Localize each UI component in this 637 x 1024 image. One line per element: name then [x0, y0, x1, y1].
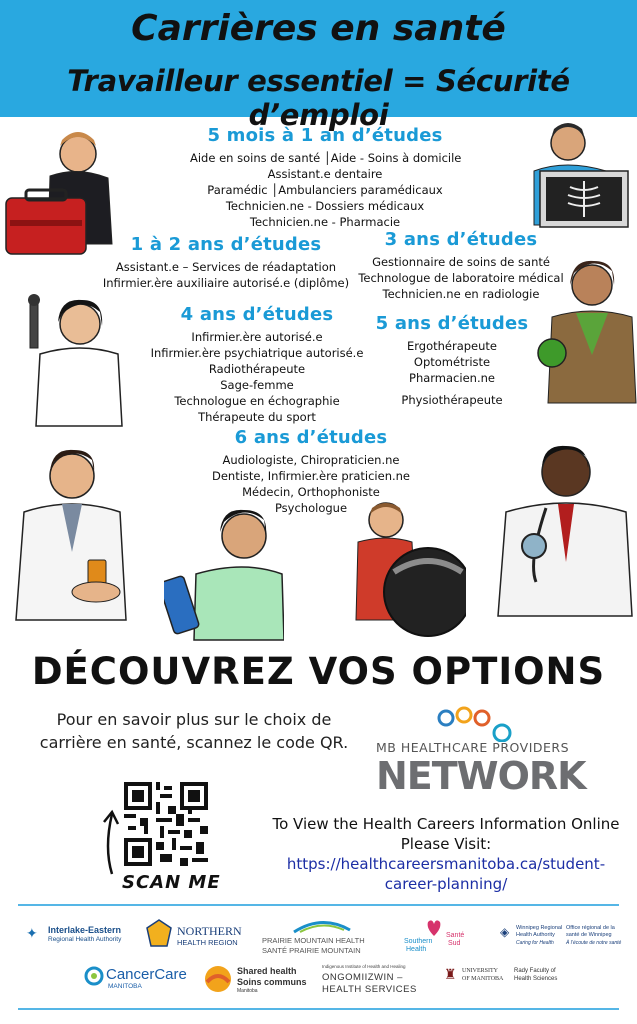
- career-item: Infirmier.ère psychiatrique autorisé.e: [150, 346, 364, 360]
- xray-tech-illustration: [526, 115, 637, 240]
- block-title: 6 ans d’études: [234, 427, 388, 448]
- career-item: Ergothérapeute: [406, 339, 498, 353]
- divider-bottom: [18, 1008, 619, 1010]
- network-name: NETWORK: [376, 754, 586, 798]
- winnipeg-regional-logo: ◈ Winnipeg Regional Health Authority Caring for Health Office régional de la santé de Winnipeg À l’écoute de notre santé: [500, 925, 622, 946]
- mountain-swoosh-icon: [292, 918, 352, 934]
- nurse-illustration: [164, 502, 284, 642]
- career-item: Audiologiste, Chiropraticien.ne: [222, 453, 400, 467]
- block-5-months: [190, 125, 460, 230]
- doctor-stethoscope-illustration: [488, 432, 637, 618]
- career-item: Gestionnaire de soins de santé: [372, 255, 550, 269]
- visit-text: To View the Health Careers Information Online Please Visit:: [272, 815, 620, 853]
- block-title: 5 ans d’études: [375, 313, 529, 334]
- visit-info: [266, 814, 626, 894]
- arrow-up-icon: [100, 808, 122, 878]
- northern-emblem-icon: [145, 918, 173, 948]
- doctor-pills-illustration: [10, 442, 132, 622]
- divider-top: [18, 904, 619, 906]
- career-item: Technologue de laboratoire médical: [358, 271, 564, 285]
- career-item: Paramédic │Ambulanciers paramédicaux: [207, 183, 443, 197]
- scan-me-label: SCAN ME: [122, 872, 221, 893]
- network-circles-icon: [436, 706, 526, 742]
- career-item: Sage-femme: [220, 378, 294, 392]
- southern-health-logo: Southern Santé Health Sud: [400, 918, 480, 954]
- audiologist-illustration: [0, 292, 130, 430]
- block-5-years: [372, 313, 532, 408]
- discover-heading: DÉCOUVREZ VOS OPTIONS: [31, 650, 606, 693]
- page-title: Carrières en santé: [131, 8, 506, 49]
- paramedic-illustration: [0, 124, 120, 272]
- career-item: Psychologue: [274, 501, 348, 515]
- career-item: Optométriste: [413, 355, 491, 369]
- header-banner: [0, 0, 637, 132]
- career-item: Technicien.ne en radiologie: [382, 287, 540, 301]
- uofm-crest-icon: ♜: [444, 966, 457, 982]
- career-item: Médecin, Orthophoniste: [242, 485, 380, 499]
- career-item: Radiothérapeute: [208, 362, 306, 376]
- visit-url-link[interactable]: https://healthcareersmanitoba.ca/student-career-planning/: [286, 855, 606, 893]
- wrha-emblem-icon: ◈: [500, 925, 510, 939]
- block-title: 4 ans d’études: [180, 304, 334, 325]
- career-item: Infirmier.ère autorisé.e: [191, 330, 323, 344]
- career-item: Assistant.e – Services de réadaptation: [115, 260, 337, 274]
- runner-icon: ✦: [26, 925, 38, 941]
- mb-healthcare-network-logo: [376, 706, 606, 796]
- shared-health-circle-icon: [203, 964, 233, 994]
- network-subtitle: MB HEALTHCARE PROVIDERS: [376, 740, 570, 755]
- career-item: Pharmacien.ne: [409, 371, 495, 385]
- cancercare-swirl-icon: [84, 966, 104, 986]
- block-title: 3 ans d’études: [384, 229, 538, 250]
- career-item: Dentiste, Infirmier.ère praticien.ne: [211, 469, 411, 483]
- career-item: Assistant.e dentaire: [267, 167, 383, 181]
- career-item: Infirmier.ère auxiliaire autorisé.e (diplôme): [102, 276, 350, 290]
- career-item: Thérapeute du sport: [198, 410, 316, 424]
- southern-heart-icon: [424, 918, 444, 938]
- career-item: Physiothérapeute: [401, 393, 503, 407]
- career-item: Aide en soins de santé │Aide - Soins à domicile: [190, 151, 462, 165]
- career-item: Technicien.ne - Dossiers médicaux: [225, 199, 425, 213]
- block-1-2-years: [96, 234, 356, 291]
- qr-code[interactable]: [124, 782, 208, 866]
- block-4-years: [130, 304, 384, 425]
- block-title: 5 mois à 1 an d’études: [207, 125, 443, 146]
- qr-instructions: Pour en savoir plus sur le choix de carrière en santé, scannez le code QR.: [39, 710, 349, 752]
- physiotherapist-illustration: [354, 500, 466, 642]
- block-title: 1 à 2 ans d’études: [130, 234, 322, 255]
- career-item: Technicien.ne - Pharmacie: [249, 215, 401, 229]
- page-subtitle: Travailleur essentiel = Sécurité d’emploi: [67, 64, 570, 132]
- pharmacist-illustration: [532, 255, 637, 405]
- career-item: Technologue en échographie: [174, 394, 340, 408]
